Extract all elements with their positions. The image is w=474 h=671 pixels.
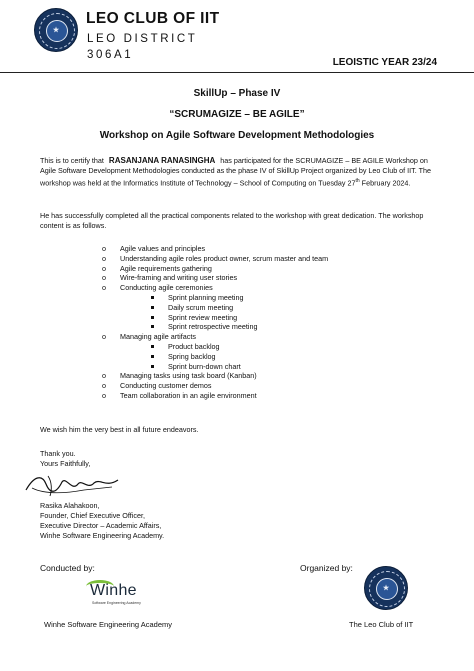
list-item [40,283,440,293]
district-code: 306A1 [87,49,134,61]
signatory-title-3: Winhe Software Engineering Academy. [40,531,165,540]
leo-club-logo-footer: ★ [364,566,408,610]
square-bullet-icon [151,306,154,309]
signatory-title-2: Executive Director – Academic Affairs, [40,521,162,530]
square-bullet-icon [151,316,154,319]
circle-bullet-icon: o [102,273,106,283]
square-bullet-icon [151,325,154,328]
thank-you: Thank you. [40,449,76,458]
yours-faithfully: Yours Faithfully, [40,459,91,468]
sub-list-item-text: Sprint planning meeting [168,292,244,302]
sub-list-item-text: Daily scrum meeting [168,302,234,312]
circle-bullet-icon: o [102,283,106,293]
sub-list-item [40,313,440,323]
sub-list-item [40,342,440,352]
recipient-name: RASANJANA RANASINGHA [108,156,216,165]
circle-bullet-icon: o [102,244,106,253]
date-tail: February 2024. [359,178,411,188]
certify-text: has participated for the SCRUMAGIZE – BE AGILE Workshop on Agile Software Development Methodologies conducted as the phase IV of SkillUp Project organized by Leo Club of IIT. The workshop was held at the Informatics Institute of Technology – School of Computing on Tuesday 27 [40,156,432,188]
program-title: SkillUp – Phase IV [193,88,281,99]
sub-list-item-text: Spring backlog [168,351,216,361]
completion-paragraph: He has successfully completed all the practical components related to the workshop with great dedication. The workshop content is as follows. [40,211,424,230]
list-item [40,371,440,381]
list-item [40,244,440,254]
list-item [40,273,440,283]
organizer-name: The Leo Club of IIT [349,620,414,629]
circle-bullet-icon: o [102,263,106,273]
sub-list-item [40,322,440,332]
square-bullet-icon [151,365,154,368]
sub-list-item [40,293,440,303]
circle-bullet-icon: o [102,253,106,263]
leo-club-logo: ★ [34,8,78,52]
leoistic-year: LEOISTIC YEAR 23/24 [332,57,437,68]
workshop-content-list [40,244,440,401]
square-bullet-icon [151,345,154,348]
certify-prefix: This is to certify that [40,156,104,165]
closing-wish: We wish him the very best in all future endeavors. [40,425,199,434]
sub-list-item [40,352,440,362]
list-item-text: Managing tasks using task board (Kanban) [120,371,257,381]
district-name [87,31,197,63]
circle-bullet-icon: o [102,371,106,381]
list-item [40,254,440,264]
signature-image [22,470,122,500]
circle-bullet-icon: o [102,390,106,400]
list-item-text: Conducting customer demos [120,381,212,391]
circle-bullet-icon: o [102,332,106,342]
conductor-name: Winhe Software Engineering Academy [44,620,172,629]
district-line: LEO DISTRICT [87,33,198,45]
list-item-text: Understanding agile roles product owner, scrum master and team [120,253,329,263]
winhe-logo [86,578,196,608]
list-item-text: Agile requirements gathering [120,263,212,273]
workshop-title: Workshop on Agile Software Development Methodologies [99,130,375,141]
signatory-name: Rasika Alahakoon, [40,501,100,510]
list-item-text: Wire-framing and writing user stories [120,273,238,283]
list-item-text: Agile values and principles [120,244,206,253]
square-bullet-icon [151,355,154,358]
signatory-title-1: Founder, Chief Executive Officer, [40,511,145,520]
event-title: “SCRUMAGIZE – BE AGILE” [169,109,305,120]
sub-list-item-text: Sprint burn-down chart [168,361,241,371]
list-item [40,264,440,274]
list-item-text: Managing agile artifacts [120,332,196,342]
sub-list-item-text: Product backlog [168,341,220,351]
list-item-text: Team collaboration in an agile environment [120,390,257,400]
certification-paragraph [40,156,438,188]
list-item [40,332,440,342]
conducted-by-label: Conducted by: [40,563,95,573]
sub-list-item [40,362,440,372]
square-bullet-icon [151,296,154,299]
winhe-logo-word: Winhe [90,582,137,599]
date-suffix: th [355,178,360,184]
sub-list-item-text: Sprint retrospective meeting [168,322,258,332]
sub-list-item-text: Sprint review meeting [168,312,238,322]
club-name: LEO CLUB OF IIT [86,10,220,27]
list-item-text: Conducting agile ceremonies [120,283,213,293]
circle-bullet-icon: o [102,381,106,391]
sub-list-item [40,303,440,313]
organized-by-label: Organized by: [300,563,353,573]
list-item [40,391,440,401]
winhe-logo-tagline: Software Engineering Academy [92,601,141,605]
list-item [40,381,440,391]
header-divider [0,72,474,73]
